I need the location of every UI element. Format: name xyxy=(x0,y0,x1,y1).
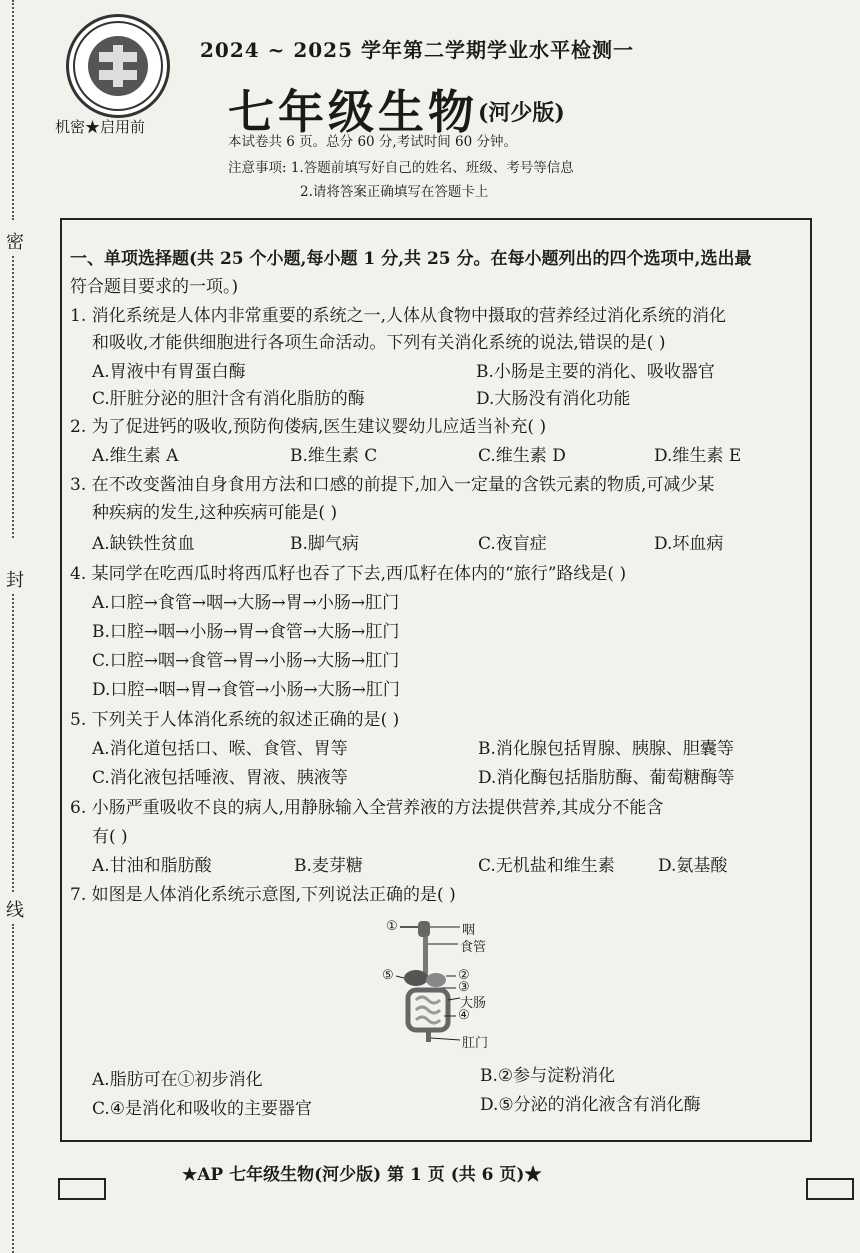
seal-dotted-line xyxy=(12,924,14,1253)
question-5-stem: 5. 下列关于人体消化系统的叙述正确的是( ) xyxy=(70,710,400,730)
question-1-option-b[interactable]: B.小肠是主要的消化、吸收器官 xyxy=(476,362,715,382)
notice-line-1: 注意事项: 1.答题前填写好自己的姓名、班级、考号等信息 xyxy=(228,160,574,176)
question-6-option-b[interactable]: B.麦芽糖 xyxy=(294,856,363,876)
question-6-stem-cont: 有( ) xyxy=(92,827,128,847)
question-3-option-b[interactable]: B.脚气病 xyxy=(290,534,359,554)
diagram-label-large-intestine: 大肠 xyxy=(460,996,487,1011)
diagram-label-2: ② xyxy=(458,968,470,983)
question-1-stem: 1. 消化系统是人体内非常重要的系统之一,人体从食物中摄取的营养经过消化系统的消化 xyxy=(70,306,727,326)
seal-label-feng: 封 xyxy=(6,570,24,591)
page-footer: ★AP 七年级生物(河少版) 第 1 页 (共 6 页)★ xyxy=(182,1165,542,1185)
question-3-stem: 3. 在不改变酱油自身食用方法和口感的前提下,加入一定量的含铁元素的物质,可减少某 xyxy=(70,475,715,495)
notice-line-2: 2.请将答案正确填写在答题卡上 xyxy=(300,184,489,200)
question-6-stem: 6. 小肠严重吸收不良的病人,用静脉输入全营养液的方法提供营养,其成分不能含 xyxy=(70,798,664,818)
diagram-label-1: ① xyxy=(386,919,398,934)
subject-title: 七年级生物 xyxy=(228,85,478,139)
question-5-option-a[interactable]: A.消化道包括口、喉、食管、胃等 xyxy=(92,739,348,759)
question-5-option-b[interactable]: B.消化腺包括胃腺、胰腺、胆囊等 xyxy=(478,739,734,759)
section-heading: 一、单项选择题(共 25 个小题,每小题 1 分,共 25 分。在每小题列出的四个选项中,选出最 xyxy=(70,249,752,269)
question-3-option-d[interactable]: D.坏血病 xyxy=(654,534,724,554)
question-1-option-a[interactable]: A.胃液中有胃蛋白酶 xyxy=(92,362,246,382)
question-3-stem-cont: 种疾病的发生,这种疾病可能是( ) xyxy=(92,503,338,523)
question-7-option-a[interactable]: A.脂肪可在①初步消化 xyxy=(92,1070,263,1090)
question-5-option-d[interactable]: D.消化酶包括脂肪酶、葡萄糖酶等 xyxy=(478,768,735,788)
question-4-option-d[interactable]: D.口腔→咽→胃→食管→小肠→大肠→肛门 xyxy=(92,680,400,700)
question-6-option-a[interactable]: A.甘油和脂肪酸 xyxy=(92,856,212,876)
question-2-option-b[interactable]: B.维生素 C xyxy=(290,446,378,466)
seal-label-mi: 密 xyxy=(6,232,24,253)
question-5-option-c[interactable]: C.消化液包括唾液、胃液、胰液等 xyxy=(92,768,348,788)
question-4-option-a[interactable]: A.口腔→食管→咽→大肠→胃→小肠→肛门 xyxy=(92,593,400,613)
school-logo xyxy=(66,14,170,118)
diagram-label-esophagus: 食管 xyxy=(460,940,487,955)
question-2-stem: 2. 为了促进钙的吸收,预防佝偻病,医生建议婴幼儿应适当补充( ) xyxy=(70,417,547,437)
confidential-mark: 机密★启用前 xyxy=(55,118,146,136)
question-4-stem: 4. 某同学在吃西瓜时将西瓜籽也吞了下去,西瓜籽在体内的“旅行”路线是( ) xyxy=(70,564,627,584)
question-2-option-a[interactable]: A.维生素 A xyxy=(92,446,179,466)
seal-label-xian: 线 xyxy=(6,900,24,921)
corner-mark-left xyxy=(58,1178,106,1200)
edition-label: (河少版) xyxy=(478,100,565,126)
question-1-option-c[interactable]: C.肝脏分泌的胆汁含有消化脂肪的酶 xyxy=(92,389,365,409)
question-7-stem: 7. 如图是人体消化系统示意图,下列说法正确的是( ) xyxy=(70,885,456,905)
diagram-label-anus: 肛门 xyxy=(462,1036,489,1051)
diagram-label-pharynx: 咽 xyxy=(462,923,476,938)
section-heading-cont: 符合题目要求的一项。) xyxy=(70,277,239,297)
question-2-option-d[interactable]: D.维生素 E xyxy=(654,446,742,466)
question-3-option-a[interactable]: A.缺铁性贫血 xyxy=(92,534,195,554)
question-1-stem-cont: 和吸收,才能供细胞进行各项生命活动。下列有关消化系统的说法,错误的是( ) xyxy=(92,333,666,353)
question-6-option-d[interactable]: D.氨基酸 xyxy=(658,856,728,876)
seal-dotted-line xyxy=(12,256,14,538)
question-7-option-d[interactable]: D.⑤分泌的消化液含有消化酶 xyxy=(480,1095,701,1115)
question-3-option-c[interactable]: C.夜盲症 xyxy=(478,534,547,554)
question-7-option-b[interactable]: B.②参与淀粉消化 xyxy=(480,1066,616,1086)
diagram-label-5: ⑤ xyxy=(382,968,394,983)
diagram-label-4: ④ xyxy=(458,1008,470,1023)
corner-mark-right xyxy=(806,1178,854,1200)
question-2-option-c[interactable]: C.维生素 D xyxy=(478,446,566,466)
seal-dotted-line xyxy=(12,0,14,220)
logo-emblem-icon xyxy=(69,17,167,115)
question-4-option-c[interactable]: C.口腔→咽→食管→胃→小肠→大肠→肛门 xyxy=(92,651,400,671)
question-6-option-c[interactable]: C.无机盐和维生素 xyxy=(478,856,615,876)
exam-info: 本试卷共 6 页。总分 60 分,考试时间 60 分钟。 xyxy=(228,134,517,150)
question-1-option-d[interactable]: D.大肠没有消化功能 xyxy=(476,389,631,409)
seal-dotted-line xyxy=(12,594,14,892)
exam-term-title: 2024 ~ 2025 学年第二学期学业水平检测一 xyxy=(200,38,634,62)
digestive-system-diagram xyxy=(382,918,502,1051)
question-7-option-c[interactable]: C.④是消化和吸收的主要器官 xyxy=(92,1099,313,1119)
diagram-label-3: ③ xyxy=(458,980,470,995)
question-4-option-b[interactable]: B.口腔→咽→小肠→胃→食管→大肠→肛门 xyxy=(92,622,400,642)
